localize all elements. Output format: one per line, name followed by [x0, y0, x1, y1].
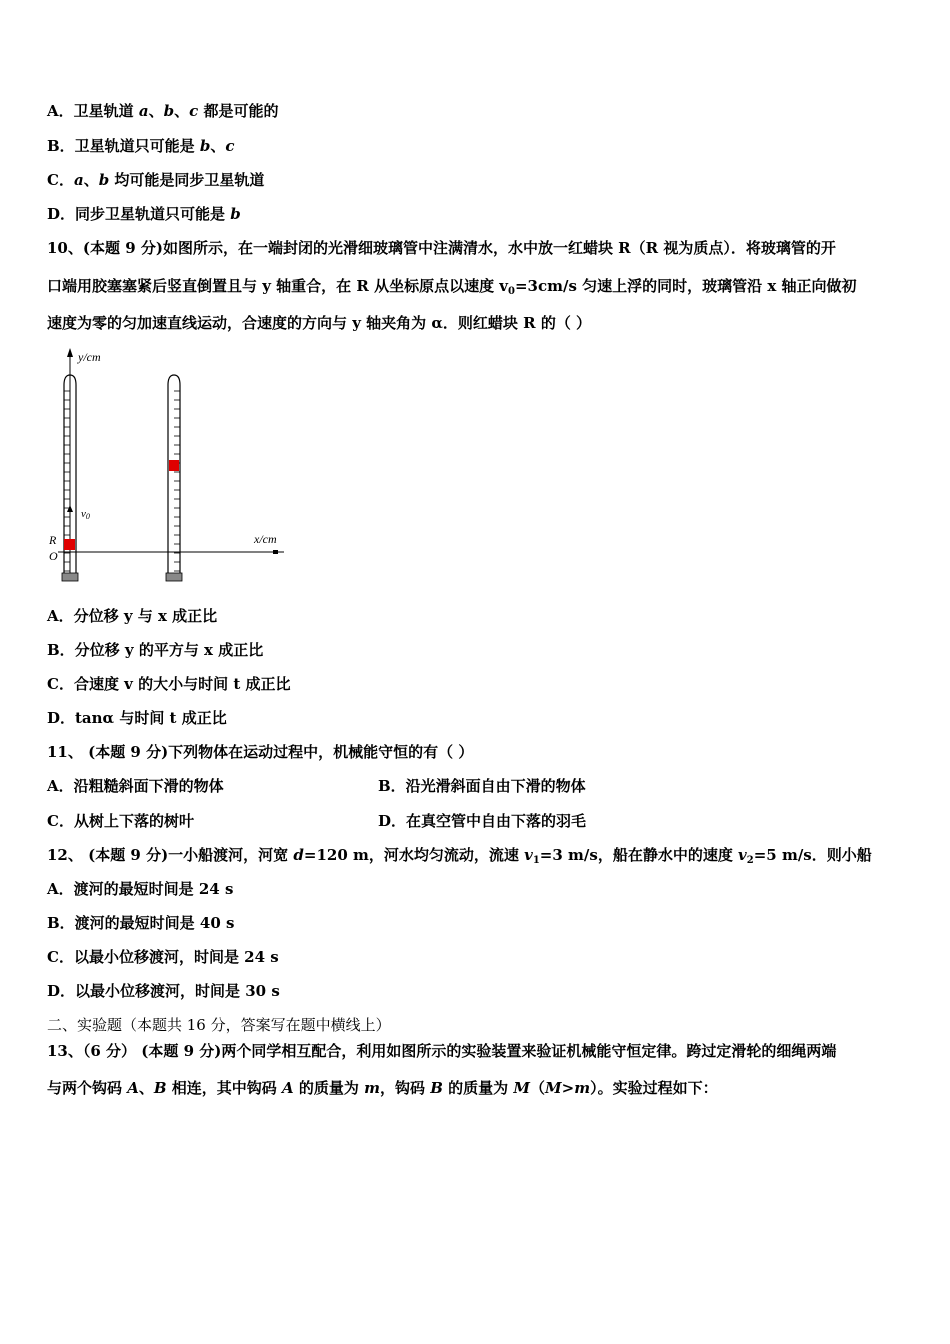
q10-option-a: A．分位移 y 与 x 成正比	[47, 607, 218, 625]
q13-l2-e: ，钩码	[380, 1079, 431, 1097]
q9-a-suffix: 都是可能的	[198, 102, 279, 120]
q13-l2-i: ）。实验过程如下：	[590, 1079, 718, 1097]
sep: 、	[174, 102, 190, 120]
glass-tube-right	[166, 375, 182, 581]
q12-option-a: A．渡河的最短时间是 24 s	[47, 880, 234, 898]
gt: >	[561, 1079, 575, 1097]
q12-stem-c: =3 m/s，船在静水中的速度	[539, 846, 739, 864]
q9-option-b	[47, 136, 235, 156]
q12-stem-b: =120 m，河水均匀流动，流速	[303, 846, 525, 864]
var-A: A	[127, 1079, 139, 1097]
q10-line2-a: 口端用胶塞塞紧后竖直倒置且与 y 轴重合，在 R 从坐标原点以速度 v	[47, 277, 509, 295]
q13-l2-a: 与两个钩码	[47, 1079, 128, 1097]
q11-stem: 11、 (本题 9 分)下列物体在运动过程中，机械能守恒的有（ ）	[47, 743, 474, 761]
q13-stem-line2	[47, 1078, 718, 1098]
q9-c-prefix: C．	[47, 171, 74, 189]
y-axis-arrow	[67, 348, 73, 357]
var-b: b	[163, 102, 175, 120]
q9-option-a	[47, 101, 279, 121]
q12-stem-d: =5 m/s．则小船	[753, 846, 872, 864]
sep: 、	[210, 137, 226, 155]
origin-label: O	[49, 549, 58, 563]
q10-option-c: C．合速度 v 的大小与时间 t 成正比	[47, 675, 291, 693]
sep: 、	[138, 1079, 154, 1097]
var-m: m	[364, 1079, 380, 1097]
q10-stem-line3: 速度为零的匀加速直线运动，合速度的方向与 y 轴夹角为 α．则红蜡块 R 的（ ）	[47, 314, 592, 332]
velocity-label: v0	[81, 508, 90, 521]
q11-option-d: D．在真空管中自由下落的羽毛	[378, 812, 587, 830]
y-axis-label: y/cm	[78, 350, 101, 364]
x-axis-tick	[273, 550, 278, 554]
q10-option-d: D．tanα 与时间 t 成正比	[47, 709, 227, 727]
var-a: a	[138, 102, 149, 120]
subscript: 0	[508, 286, 515, 297]
velocity-arrowhead	[67, 505, 73, 512]
var-A: A	[282, 1079, 294, 1097]
q12-stem	[47, 845, 872, 871]
var-v: v	[524, 846, 533, 864]
var-B: B	[153, 1079, 167, 1097]
q9-option-d	[47, 204, 241, 224]
q13-l2-d: 的质量为	[293, 1079, 365, 1097]
var-d: d	[293, 846, 304, 864]
wax-block-moved	[169, 460, 179, 471]
q11-option-b: B．沿光滑斜面自由下滑的物体	[378, 777, 586, 795]
q9-a-prefix: A．卫星轨道	[47, 102, 139, 120]
q9-option-c	[47, 170, 264, 190]
var-a: a	[73, 171, 84, 189]
subscript: 2	[746, 855, 754, 866]
var-c: c	[225, 137, 235, 155]
var-b: b	[98, 171, 110, 189]
q9-b-prefix: B．卫星轨道只可能是	[47, 137, 200, 155]
sep: 、	[83, 171, 99, 189]
subscript: 1	[532, 855, 540, 866]
wax-block-r	[64, 539, 75, 550]
q12-option-c: C．以最小位移渡河，时间是 24 s	[47, 948, 279, 966]
var-c: c	[189, 102, 199, 120]
q12-option-b: B．渡河的最短时间是 40 s	[47, 914, 235, 932]
q10-stem-line2	[47, 276, 857, 302]
q10-line2-b: =3cm/s 匀速上浮的同时，玻璃管沿 x 轴正向做初	[514, 277, 857, 295]
var-M: M	[513, 1079, 530, 1097]
paren: （	[529, 1079, 545, 1097]
sep: 、	[148, 102, 164, 120]
var-B: B	[430, 1079, 443, 1097]
q13-l2-c: 相连，其中钩码	[166, 1079, 283, 1097]
q10-option-b: B．分位移 y 的平方与 x 成正比	[47, 641, 264, 659]
q12-stem-a: 12、 (本题 9 分)一小船渡河，河宽	[47, 846, 294, 864]
var-b: b	[230, 205, 241, 223]
q12-option-d: D．以最小位移渡河，时间是 30 s	[47, 982, 280, 1000]
q9-c-suffix: 均可能是同步卫星轨道	[109, 171, 265, 189]
var-v: v	[738, 846, 747, 864]
q11-option-a: A．沿粗糙斜面下滑的物体	[47, 777, 224, 795]
var-b: b	[199, 137, 211, 155]
section-heading: 二、实验题（本题共 16 分，答案写在题中横线上）	[47, 1016, 391, 1034]
var-m: m	[574, 1079, 591, 1097]
q13-stem-line1: 13、（6 分） (本题 9 分)两个同学相互配合，利用如图所示的实验装置来验证机械能守恒定律。跨过定滑轮的细绳两端	[47, 1042, 837, 1060]
x-axis-label: x/cm	[254, 532, 277, 546]
glass-tube-figure	[44, 345, 294, 590]
q10-stem-line1: 10、(本题 9 分)如图所示，在一端封闭的光滑细玻璃管中注满清水，水中放一红蜡块 R（R 视为质点）．将玻璃管的开	[47, 239, 836, 257]
q11-option-c: C．从树上下落的树叶	[47, 812, 194, 830]
r-label: R	[49, 533, 57, 547]
q13-l2-f: 的质量为	[442, 1079, 514, 1097]
q9-d-prefix: D．同步卫星轨道只可能是	[47, 205, 231, 223]
var-M: M	[545, 1079, 562, 1097]
